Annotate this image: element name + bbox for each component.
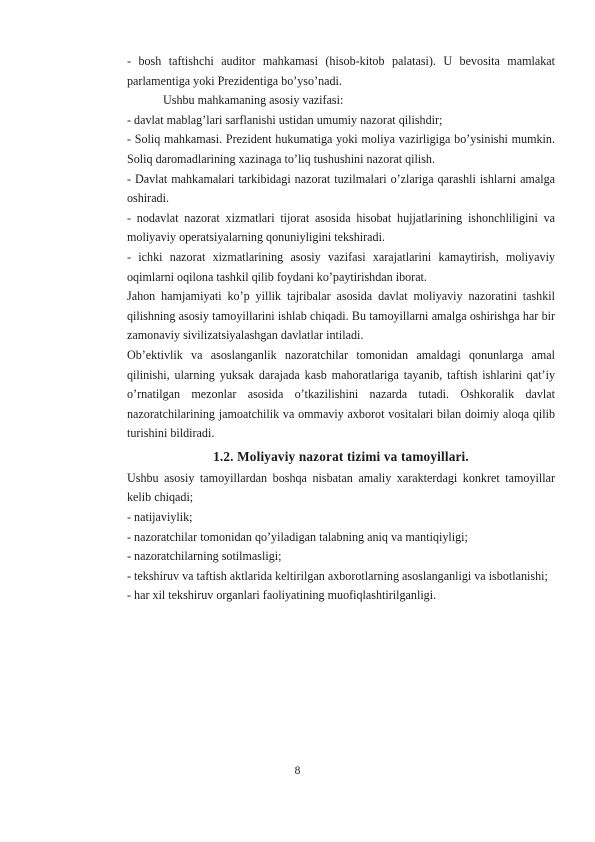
paragraph: Ob’ektivlik va asoslanganlik nazoratchilar tomonidan amaldagi qonunlarga amal qilinishi, ularning yuksak darajada kasb mahoratlariga tayanib, taftish ishlarini qat’iy o’rnatilgan mezonlar asosida o’tkazilishini nazarda tutadi. Oshkoralik davlat nazoratchilarining jamoatchilik va ommaviy axborot vositalari bilan doimiy aloqa qilib turishini bildiradi. <box>127 347 555 441</box>
list-item: - har xil tekshiruv organlari faoliyatining muofiqlashtirilganligi. <box>127 588 437 603</box>
list-item: - tekshiruv va taftish aktlarida keltirilgan axborotlarning asoslanganligi va isbotlanishi; <box>127 568 548 583</box>
paragraph: Jahon hamjamiyati ko’p yillik tajribalar asosida davlat moliyaviy nazoratini tashkil qilishning asosiy tamoyillarini ishlab chiqadi. Bu tamoyillarni amalga oshirishga har bir zamonaviy sivilizatsiyalashgan davlatlar intiladi. <box>127 289 555 343</box>
paragraph: - ichki nazorat xizmatlarining asosiy vazifasi xarajatlarini kamaytirish, moliyaviy oqimlarni oqilona tashkil qilib foydani ko’paytirishdan iborat. <box>127 249 555 284</box>
paragraph: - davlat mablag’lari sarflanishi ustidan umumiy nazorat qilishdir; <box>127 112 443 127</box>
paragraph: - Soliq mahkamasi. Prezident hukumatiga yoki moliya vazirligiga bo’ysinishi mumkin. Soliq daromadlarining xazinaga to’liq tushushini nazorat qilish. <box>127 132 555 166</box>
paragraph: - bosh taftishchi auditor mahkamasi (hisob-kitob palatasi). U bevosita mamlakat parlamentiga yoki Prezidentiga bo’yso’nadi. <box>127 54 555 88</box>
paragraph: Ushbu asosiy tamoyillardan boshqa nisbatan amaliy xarakterdagi konkret tamoyillar kelib chiqadi; <box>127 470 555 505</box>
list-item: - natijaviylik; <box>127 510 193 525</box>
page-number: 8 <box>294 765 301 777</box>
document-page <box>127 52 555 606</box>
list-item: - nazoratchilarning sotilmasligi; <box>127 549 282 564</box>
section-heading: 1.2. Moliyaviy nazorat tizimi va tamoyillari. <box>213 448 469 464</box>
paragraph: - nodavlat nazorat xizmatlari tijorat asosida hisobat hujjatlarining ishonchliligini va moliyaviy operatsiyalarning qonuniyligini tekshiradi. <box>127 210 555 245</box>
paragraph: - Davlat mahkamalari tarkibidagi nazorat tuzilmalari o’zlariga qarashli ishlarni amalga oshiradi. <box>127 171 555 206</box>
paragraph: Ushbu mahkamaning asosiy vazifasi: <box>163 93 344 108</box>
list-item: - nazoratchilar tomonidan qo’yiladigan talabning aniq va mantiqiyligi; <box>127 529 468 544</box>
